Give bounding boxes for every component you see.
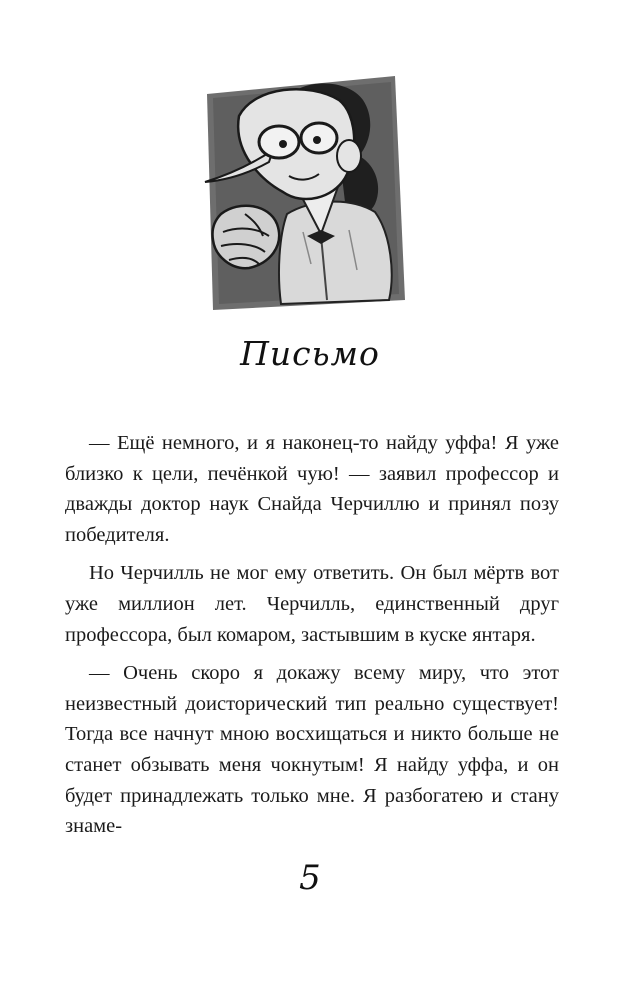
chapter-body: [65, 428, 559, 850]
page-number: 5: [299, 858, 321, 898]
character-illustration-icon: [199, 64, 409, 314]
paragraph: — Ещё немного, и я наконец-то найду уффа! Я уже близко к цели, печёнкой чую! — заявил профессор и дважды доктор наук Снайда Черчиллю и принял позу победителя.: [65, 432, 559, 546]
paragraph: — Очень скоро я докажу всему миру, что этот неизвестный доисторический тип реально существует! Тогда все начнут мною восхищаться и никто больше не станет обзывать меня чокнутым! Я найду уффа, и он будет принадлежать только мне. Я разбогатею и стану знаме-: [65, 662, 559, 838]
paragraph: Но Черчилль не мог ему ответить. Он был мёртв вот уже миллион лет. Черчилль, единственный друг профессора, был комаром, застывшим в куске янтаря.: [65, 562, 559, 646]
chapter-title: Письмо: [240, 334, 380, 373]
chapter-illustration: [199, 64, 409, 314]
